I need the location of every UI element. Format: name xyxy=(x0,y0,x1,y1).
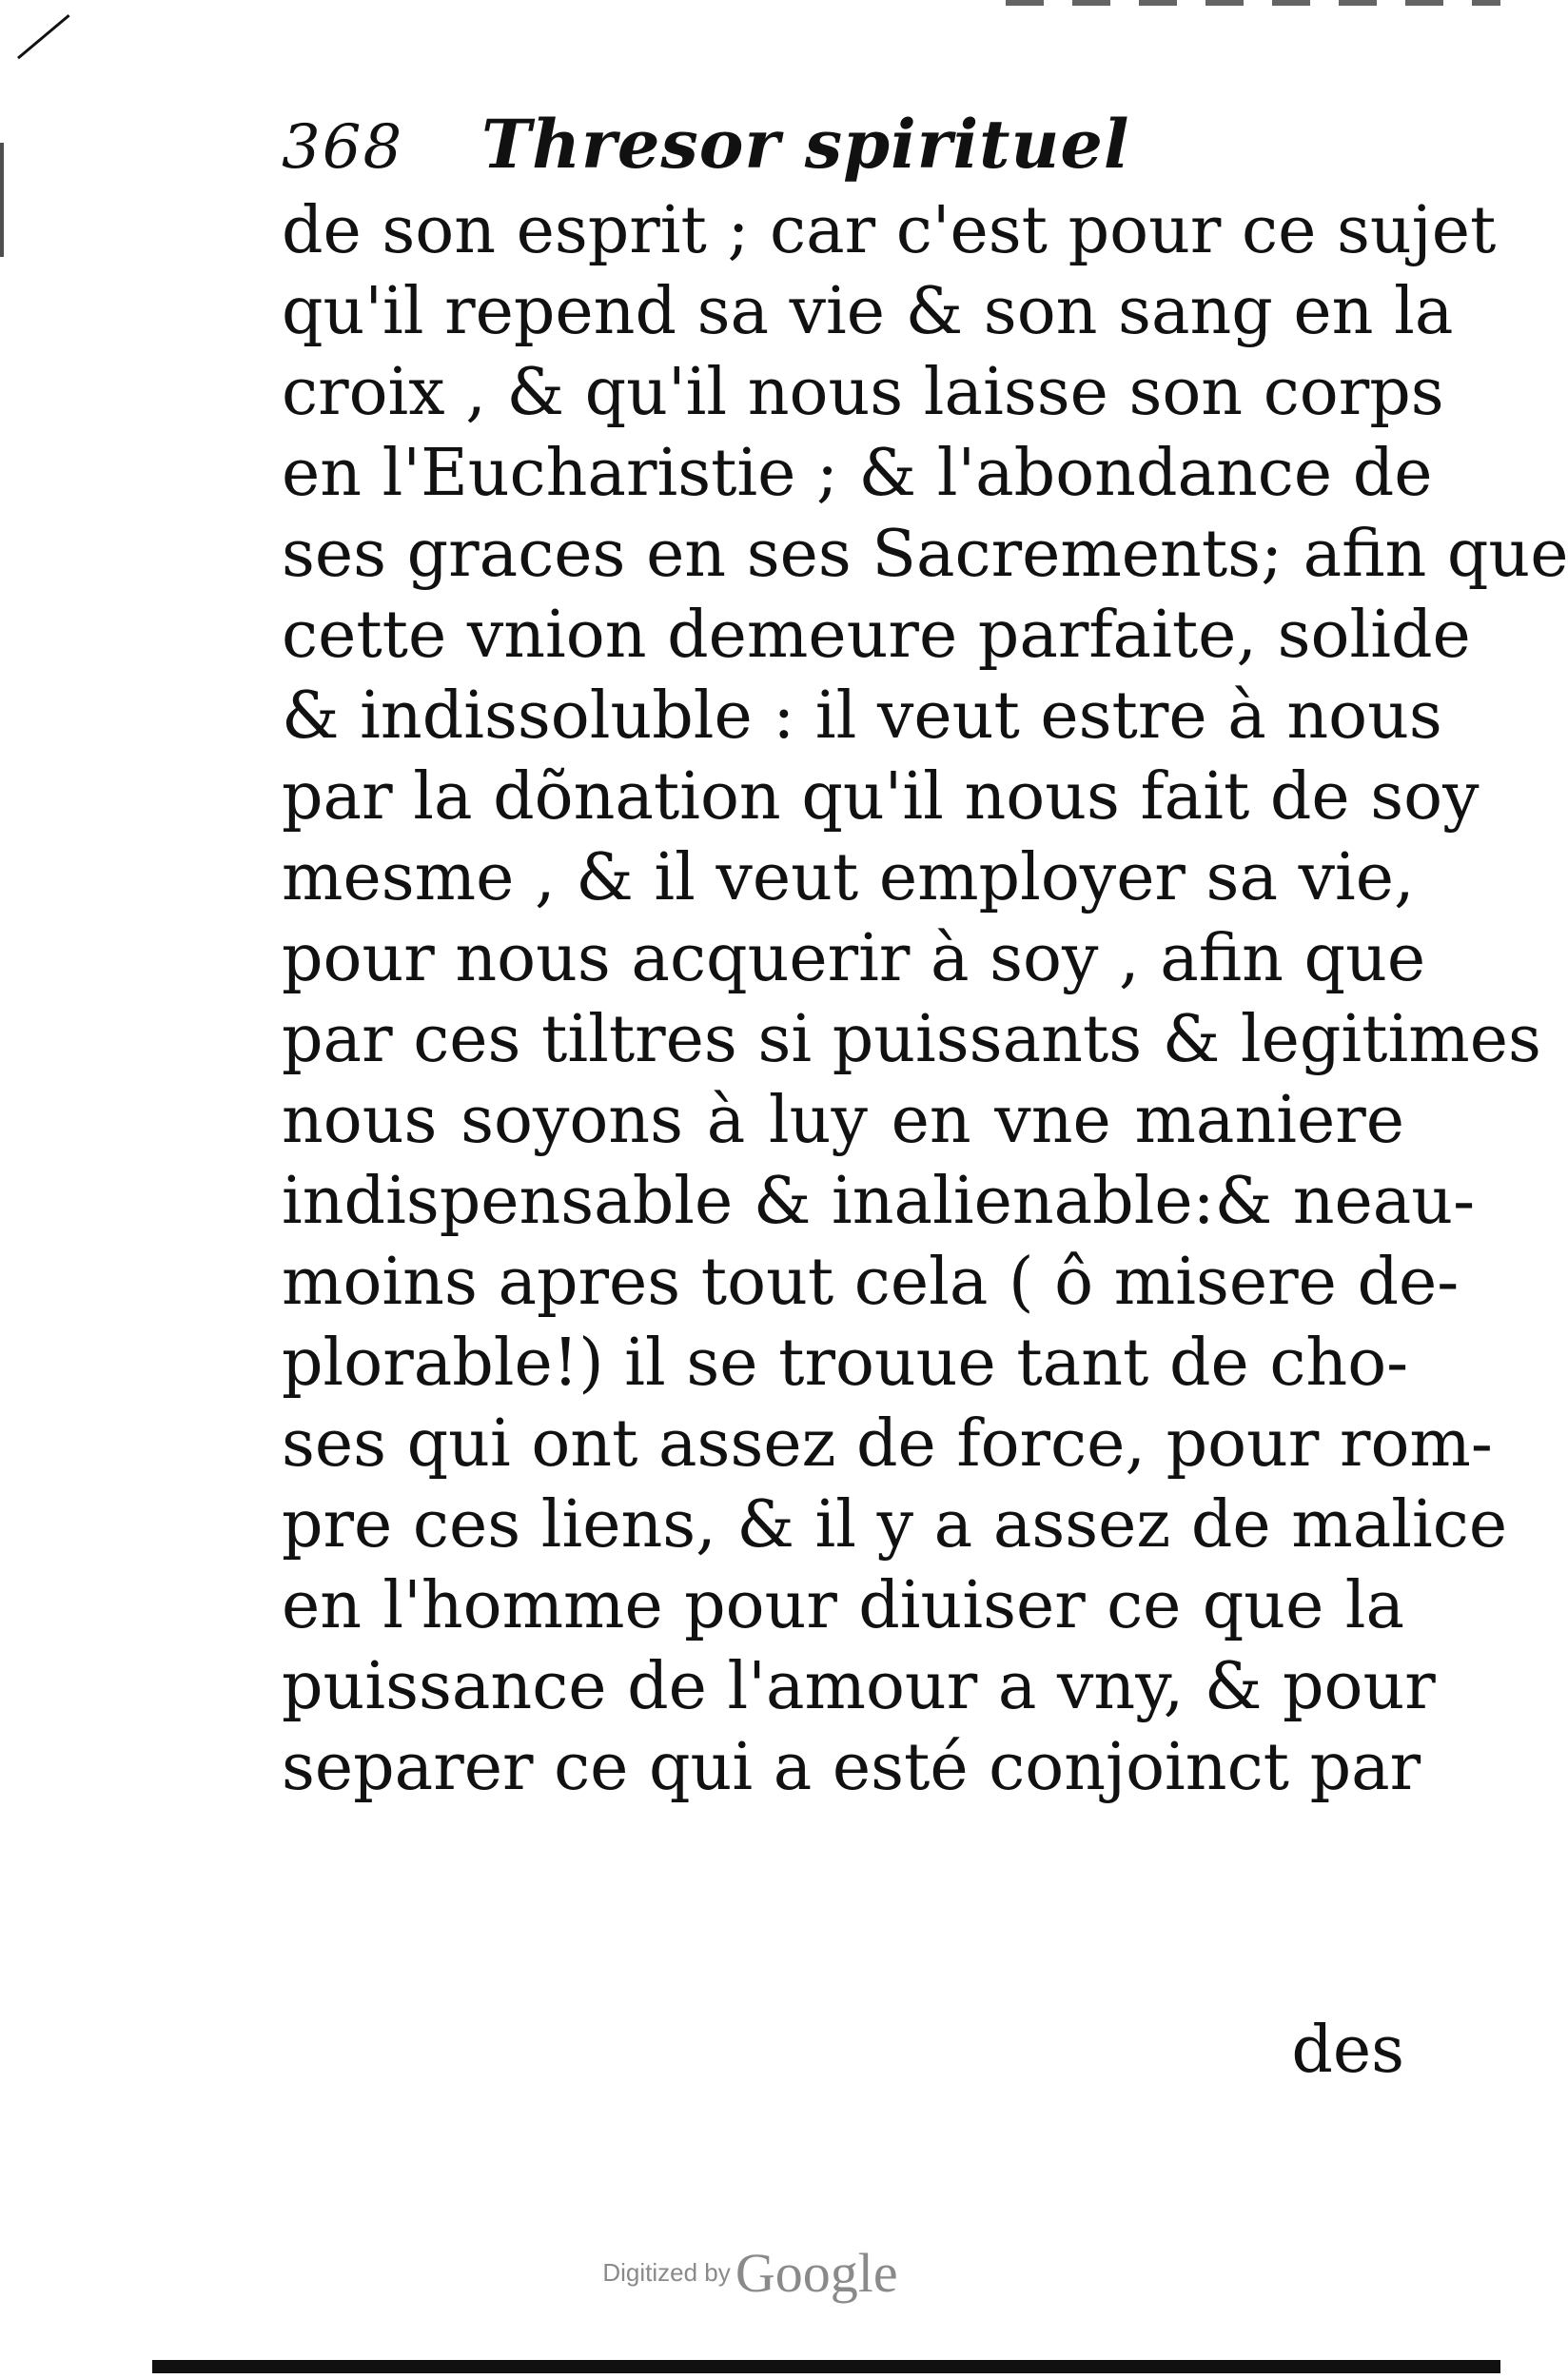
catchword: des xyxy=(1291,2013,1404,2088)
text-line: & indissoluble : il veut estre à nous xyxy=(282,678,1442,754)
text-line: moins apres tout cela ( ô misere de- xyxy=(282,1245,1460,1320)
text-line: croix , & qu'il nous laisse son corps xyxy=(282,355,1444,430)
text-line: puissance de l'amour a vny, & pour xyxy=(282,1649,1436,1724)
text-line: cette vnion demeure parfaite, solide xyxy=(282,598,1471,673)
text-line: plorable!) il se trouue tant de cho- xyxy=(282,1326,1409,1401)
text-line: par ces tiltres si puissants & legitimes xyxy=(282,1002,1541,1077)
text-line: nous soyons à luy en vne maniere xyxy=(282,1083,1404,1158)
body-text xyxy=(282,190,1568,1808)
text-line: qu'il repend sa vie & son sang en la xyxy=(282,274,1454,349)
page-header xyxy=(282,105,1404,190)
text-line: pre ces liens, & il y a assez de malice xyxy=(282,1487,1508,1563)
text-line: en l'Eucharistie ; & l'abondance de xyxy=(282,436,1433,511)
scan-bottom-edge xyxy=(152,2360,1500,2373)
text-line: ses graces en ses Sacrements; afin que xyxy=(282,517,1568,592)
watermark-prefix: Digitized by xyxy=(602,2258,731,2287)
running-title: Thresor spirituel xyxy=(481,105,1130,184)
text-line: par la dõnation qu'il nous fait de soy xyxy=(282,759,1480,835)
text-line: mesme , & il veut employer sa vie, xyxy=(282,840,1415,915)
page-number: 368 xyxy=(282,112,404,183)
scan-top-bleed xyxy=(1006,0,1500,6)
scan-edge-mark xyxy=(17,14,70,59)
text-line: indispensable & inalienable:& neau- xyxy=(282,1164,1476,1239)
text-line: ses qui ont assez de force, pour rom- xyxy=(282,1406,1493,1482)
watermark-brand: Google xyxy=(735,2242,898,2304)
digitization-watermark xyxy=(0,2241,1500,2305)
text-line: pour nous acquerir à soy , afin que xyxy=(282,921,1426,996)
text-line: de son esprit ; car c'est pour ce sujet xyxy=(282,193,1497,268)
text-line: en l'homme pour diuiser ce que la xyxy=(282,1568,1404,1643)
scan-edge-shadow xyxy=(0,143,4,257)
text-line: separer ce qui a esté conjoinct par xyxy=(282,1730,1421,1805)
